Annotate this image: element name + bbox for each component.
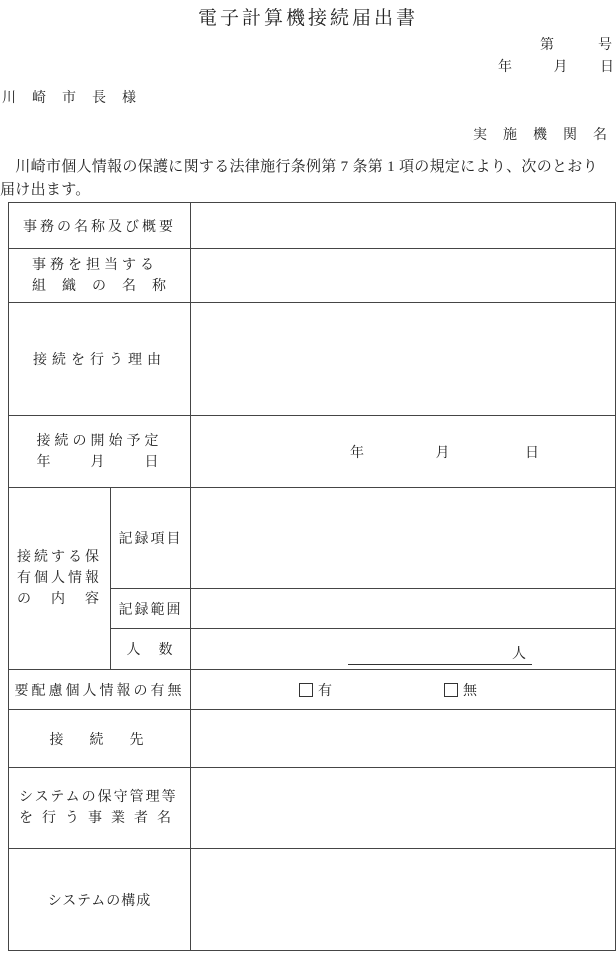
label-business-name xyxy=(9,203,191,249)
label-reason xyxy=(9,303,191,416)
field-destination[interactable] xyxy=(191,710,616,768)
field-maintenance[interactable] xyxy=(191,768,616,849)
checkbox-no[interactable] xyxy=(444,680,477,700)
label-destination xyxy=(9,710,191,768)
checkbox-yes[interactable] xyxy=(299,680,332,700)
field-record-items[interactable] xyxy=(191,488,616,589)
doc-number-prefix: 第 xyxy=(540,38,554,53)
label-organization-line2: 組 織 の 名 称 xyxy=(32,278,167,294)
label-record-items xyxy=(111,488,191,589)
label-personal-info-line1: 接続する保 xyxy=(17,550,102,565)
checkbox-yes-label: 有 xyxy=(318,683,332,699)
field-system-config[interactable] xyxy=(191,849,616,951)
label-maintenance xyxy=(9,768,191,849)
label-sensitive-info-text: 要配慮個人情報の有無 xyxy=(14,683,185,699)
label-record-scope xyxy=(111,589,191,629)
start-date-day-label: 日 xyxy=(525,445,539,461)
field-reason[interactable] xyxy=(191,303,616,416)
row-business-name xyxy=(9,203,616,249)
label-maintenance-line1: システムの保守管理等 xyxy=(19,790,178,805)
label-system-config xyxy=(9,849,191,951)
label-organization-line1: 事務を担当する xyxy=(32,257,158,273)
label-maintenance-line2: を行う事業者名 xyxy=(19,811,180,826)
checkbox-no-icon[interactable] xyxy=(444,683,458,697)
checkbox-yes-icon[interactable] xyxy=(299,683,313,697)
label-reason-text: 接続を行う理由 xyxy=(33,353,166,368)
header-date-day: 日 xyxy=(600,60,614,75)
label-record-items-text: 記録項目 xyxy=(118,532,183,547)
label-people-count xyxy=(111,629,191,670)
header-date-line xyxy=(498,56,614,76)
label-organization xyxy=(9,249,191,303)
field-start-date[interactable] xyxy=(191,416,616,488)
label-destination-text: 接 続 先 xyxy=(49,732,150,748)
people-unit-label: 人 xyxy=(512,647,526,662)
row-system-config xyxy=(9,849,616,951)
header-date-year: 年 xyxy=(498,60,512,75)
doc-number xyxy=(540,34,612,54)
row-maintenance xyxy=(9,768,616,849)
people-count-field[interactable] xyxy=(348,643,532,665)
intro-paragraph xyxy=(0,156,616,202)
label-business-name-text: 事務の名称及び概要 xyxy=(23,219,176,235)
label-system-config-text: システムの構成 xyxy=(47,893,152,909)
field-business-name[interactable] xyxy=(191,203,616,249)
field-record-scope[interactable] xyxy=(191,589,616,629)
label-personal-info-line3: の 内 容 xyxy=(17,592,102,607)
intro-line-2: 届け出ます。 xyxy=(0,182,91,198)
field-people-count-cell xyxy=(191,629,616,670)
label-start-date-line1: 接続の開始予定 xyxy=(36,433,163,449)
label-sensitive-info xyxy=(9,670,191,710)
start-date-year-label: 年 xyxy=(350,445,364,461)
field-organization[interactable] xyxy=(191,249,616,303)
start-date-month-label: 月 xyxy=(435,445,450,461)
row-destination xyxy=(9,710,616,768)
label-personal-info-group xyxy=(9,488,111,670)
label-record-scope-text: 記録範囲 xyxy=(118,602,183,618)
row-record-items xyxy=(9,488,616,589)
label-people-count-text: 人 数 xyxy=(126,643,175,658)
doc-number-suffix: 号 xyxy=(598,38,612,53)
form-table xyxy=(8,202,616,951)
row-start-date xyxy=(9,416,616,488)
field-sensitive-info xyxy=(191,670,616,710)
row-sensitive-info xyxy=(9,670,616,710)
header-date-month: 月 xyxy=(553,60,568,75)
agency-name-label: 実 施 機 関 名 xyxy=(473,128,608,143)
label-start-date xyxy=(9,416,191,488)
checkbox-no-label: 無 xyxy=(463,683,477,699)
row-reason xyxy=(9,303,616,416)
label-start-date-line2: 年 月 日 xyxy=(36,454,163,470)
addressee: 川 崎 市 長 様 xyxy=(2,91,137,106)
intro-line-1: 川崎市個人情報の保護に関する法律施行条例第 7 条第 1 項の規定により、次のとおり xyxy=(0,159,598,175)
page-title: 電子計算機接続届出書 xyxy=(197,8,418,29)
row-organization xyxy=(9,249,616,303)
label-personal-info-line2: 有個人情報 xyxy=(17,571,102,586)
